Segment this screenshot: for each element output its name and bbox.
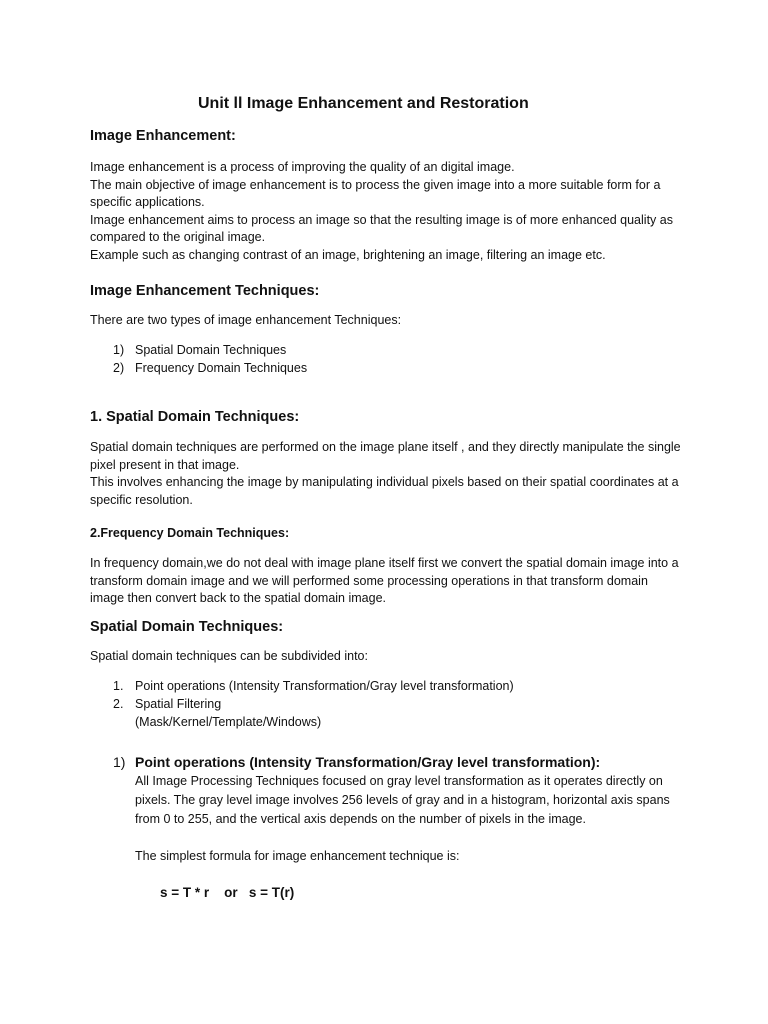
heading-frequency-domain: 2.Frequency Domain Techniques: [90, 526, 290, 540]
heading-image-enhancement: Image Enhancement: [90, 128, 236, 144]
text-line: Spatial domain techniques are performed on the image plane itself , and they directly manipulate the single pixel present in that image. [90, 440, 681, 472]
text-line: The main objective of image enhancement is to process the given image into a more suitable form for a specific applications. [90, 177, 661, 209]
list-item-continuation [135, 713, 321, 731]
list-number: 2. [113, 697, 124, 711]
formula: s = T * r or s = T(r) [160, 885, 295, 900]
list-number: 1) [113, 754, 126, 770]
enhancement-techniques-intro: There are two types of image enhancement Techniques: [90, 313, 402, 327]
list-text: Frequency Domain Techniques [135, 361, 308, 375]
heading-spatial-domain-1: 1. Spatial Domain Techniques: [90, 409, 300, 425]
formula-intro: The simplest formula for image enhancement technique is: [135, 849, 460, 863]
heading-point-operations: Point operations (Intensity Transformation/Gray level transformation): [135, 754, 601, 770]
list-text: Point operations (Intensity Transformation/Gray level transformation) [135, 679, 514, 693]
list-number: 1. [113, 679, 124, 693]
list-text: Spatial Domain Techniques [135, 343, 287, 357]
paragraph-frequency-domain: In frequency domain,we do not deal with image plane itself first we convert the spatial domain image into a transform domain image and we will performed some processing operations in that transform domain image then convert back to the spatial domain image. [90, 556, 679, 605]
spatial-subdivision-intro: Spatial domain techniques can be subdivided into: [90, 649, 368, 663]
paragraph-image-enhancement [90, 159, 682, 264]
text-line: Image enhancement is a process of improving the quality of an digital image. [90, 160, 515, 174]
page-title: Unit ll Image Enhancement and Restoration [198, 95, 529, 112]
list-text: Spatial Filtering [135, 697, 222, 711]
text-line: This involves enhancing the image by manipulating individual pixels based on their spatial coordinates at a specific resolution. [90, 475, 679, 507]
heading-enhancement-techniques: Image Enhancement Techniques: [90, 283, 320, 299]
heading-spatial-domain-2: Spatial Domain Techniques: [90, 619, 284, 635]
text-line: Example such as changing contrast of an image, brightening an image, filtering an image etc. [90, 247, 606, 262]
paragraph-point-operations: All Image Processing Techniques focused on gray level transformation as it operates directly on pixels. The gray level image involves 256 levels of gray and in a histogram, horizontal axis spans from 0 to 255, and the vertical axis depends on the number of pixels in the image. [135, 774, 670, 826]
list-text: (Mask/Kernel/Template/Windows) [135, 715, 322, 729]
list-number: 2) [113, 361, 125, 375]
text-line: Image enhancement aims to process an image so that the resulting image is of more enhanced quality as compared to the original image. [90, 212, 673, 244]
list-number: 1) [113, 343, 125, 357]
paragraph-spatial-domain [90, 439, 682, 509]
